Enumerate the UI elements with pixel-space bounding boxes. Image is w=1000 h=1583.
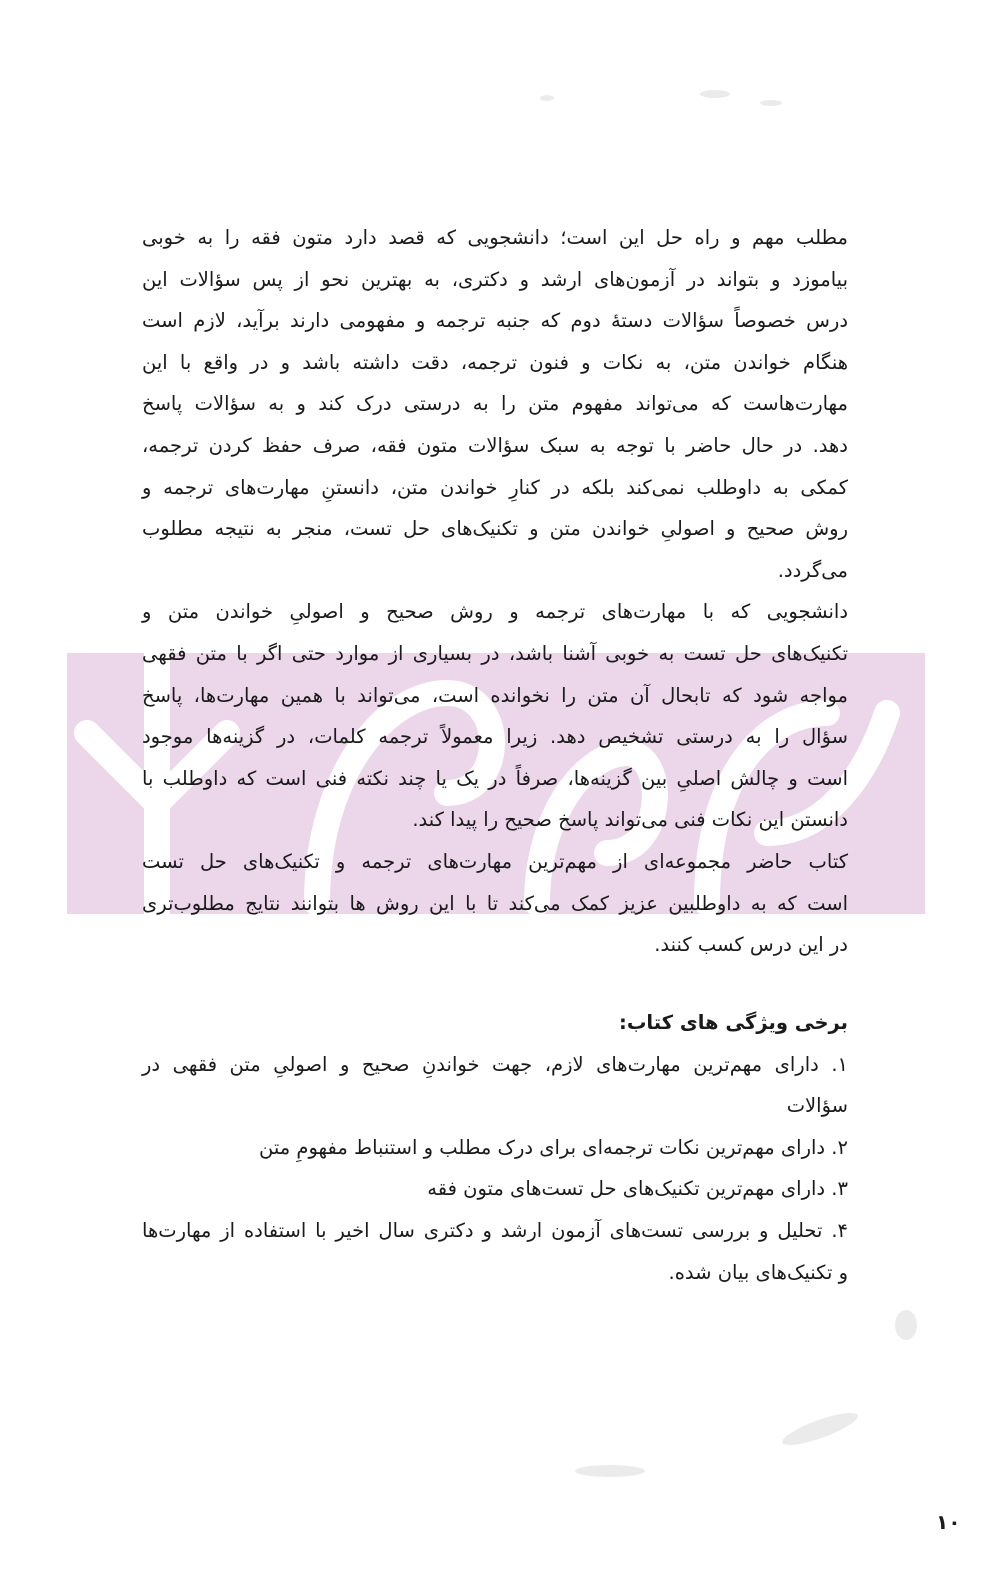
paragraph-line: دانستن این نکات فنی می‌تواند پاسخ صحیح را پیدا کند. [412,808,848,832]
paragraph-line: بیاموزد و بتواند در آزمون‌های ارشد و دکتری، به بهترین نحو از پس سؤالات این [142,267,848,291]
body-text [142,217,848,966]
paragraph-line: روش صحیح و اصولیِ خواندن متن و تکنیک‌های حل تست، منجر به نتیجه مطلوب [142,517,848,541]
paragraph-line: تکنیک‌های حل تست به خوبی آشنا باشد، در بسیاری از موارد حتی اگر با متن فقهی [142,641,848,665]
paragraph-line: سؤال را به درستی تشخیص دهد. زیرا معمولاً ترجمه کلمات، در گزینه‌ها موجود [142,725,848,749]
paragraph-line: است و چالش اصلیِ بین گزینه‌ها، صرفاً در یک یا چند نکته فنی است که داوطلب با [142,766,848,790]
feature-item-line: و تکنیک‌های بیان شده. [668,1260,848,1284]
paragraph-line: درس خصوصاً سؤالات دستهٔ دوم که جنبه ترجمه و مفهومی دارند برآید، لازم است [142,309,848,333]
paragraph-line: است که به داوطلبین عزیز کمک می‌کند تا با این روش ها بتوانند نتایج مطلوب‌تری [142,891,848,915]
paragraph-line: دهد. در حال حاضر با توجه به سبک سؤالات متون فقه، صرف حفظ کردن ترجمه، [142,433,848,457]
paragraph-line: می‌گردد. [777,558,848,582]
paragraph-line: هنگام خواندن متن، به نکات و فنون ترجمه، دقت داشته باشد و در واقع با این [142,350,848,374]
feature-item-line: سؤالات [786,1094,848,1118]
book-features [142,1002,848,1293]
feature-item-line: ۳. دارای مهم‌ترین تکنیک‌های حل تست‌های متون فقه [427,1177,848,1201]
paragraph-line: مهارت‌هاست که می‌تواند مفهوم متن را به درستی درک کند و به سؤالات پاسخ [142,392,848,416]
features-heading: برخی ویژگی های کتاب: [619,1011,848,1034]
page-number: ۱۰ [936,1510,961,1534]
paragraph-line: کمکی به داوطلب نمی‌کند بلکه در کنارِ خواندن متن، دانستنِ مهارت‌های ترجمه و [142,475,848,499]
paragraph-line: در این درس کسب کنند. [654,933,848,957]
feature-item-line: ۴. تحلیل و بررسی تست‌های آزمون ارشد و دکتری سال اخیر با استفاده از مهارت‌ها [142,1218,848,1242]
paragraph-line: مطلب مهم و راه حل این است؛ دانشجویی که قصد دارد متون فقه را به خوبی [142,226,848,249]
feature-item-line: ۲. دارای مهم‌ترین نکات ترجمه‌ای برای درک مطلب و استنباط مفهومِ متن [259,1135,848,1159]
paragraph-line: مواجه شود که تابحال آن متن را نخوانده است، می‌تواند با همین مهارت‌ها، پاسخ [142,683,848,707]
paragraph-line: دانشجویی که با مهارت‌های ترجمه و روش صحیح و اصولیِ خواندن متن و [142,600,848,624]
feature-item-line: ۱. دارای مهم‌ترین مهارت‌های لازم، جهت خواندنِ صحیح و اصولیِ متن فقهی در [142,1052,848,1076]
paragraph-line: کتاب حاضر مجموعه‌ای از مهم‌ترین مهارت‌های ترجمه و تکنیک‌های حل تست [142,849,848,873]
